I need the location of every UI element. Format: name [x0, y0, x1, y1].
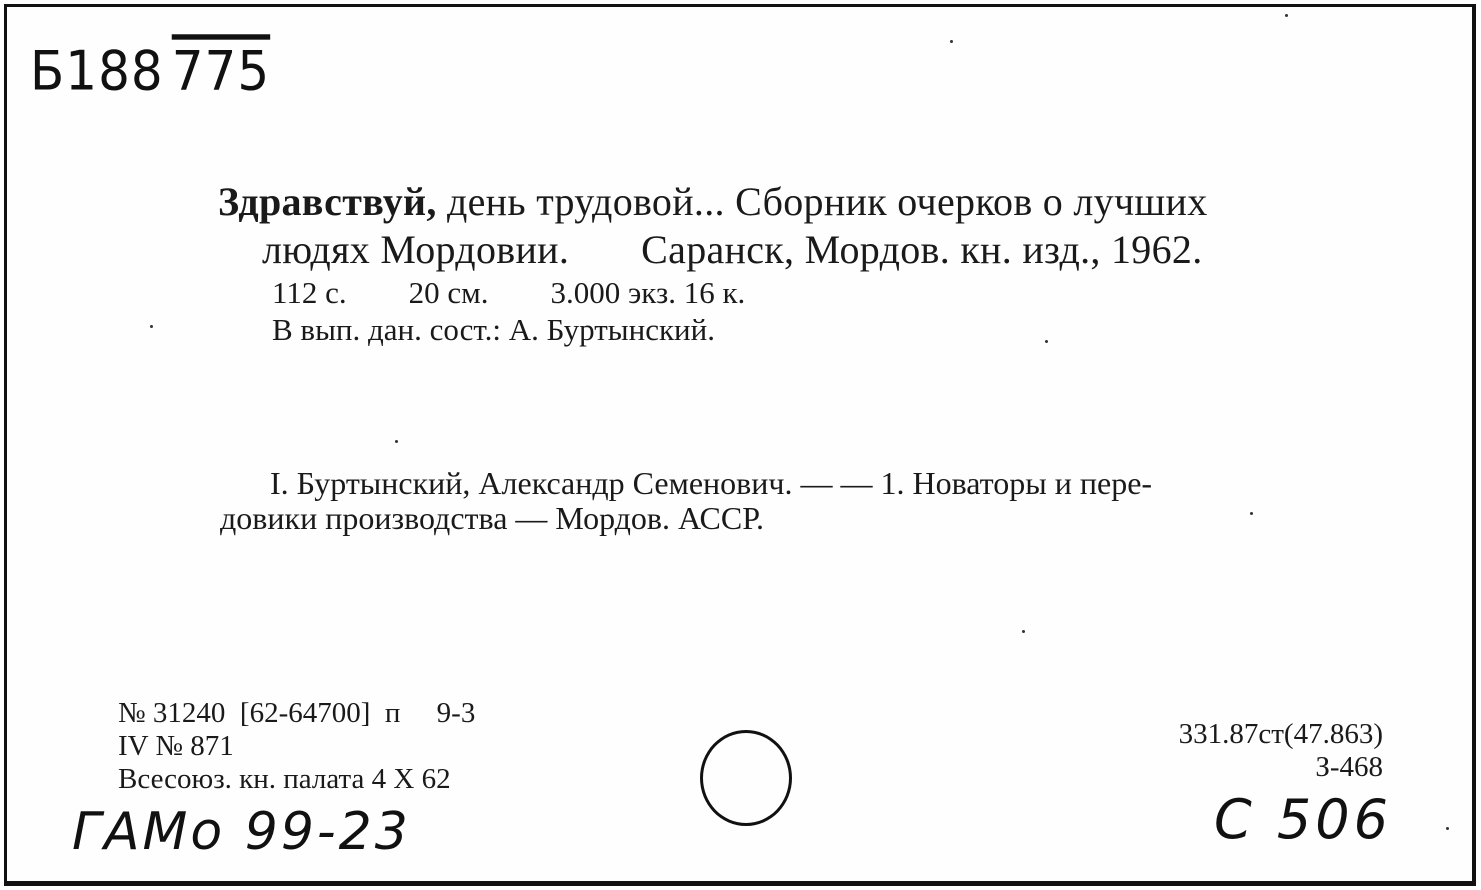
classification-index: 331.87ст(47.863) [1178, 718, 1383, 750]
imprint-line-3: Всесоюз. кн. палата 4 X 62 [118, 763, 451, 795]
title-lead: Здравствуй, [218, 179, 437, 224]
pages: 112 с. [272, 275, 347, 310]
shelf-mark-main: Б188 [30, 39, 164, 103]
shelf-mark [30, 40, 270, 103]
speck [950, 40, 953, 43]
physical-description [272, 275, 745, 311]
imprint-block [118, 697, 475, 796]
title-line-2 [262, 226, 1203, 273]
shelf-mark-number: 775 [171, 39, 271, 103]
title-rest: день трудовой... Сборник очерков о лучших [436, 179, 1208, 224]
speck [150, 325, 153, 328]
punch-hole [700, 730, 792, 826]
speck [1446, 827, 1449, 830]
imprint-line-1: № 31240 [62-64700] п 9-3 [118, 697, 476, 729]
speck [1250, 512, 1253, 515]
speck [1045, 340, 1048, 343]
classification-block [1179, 718, 1383, 784]
speck [395, 440, 398, 443]
title-line2-a: людях Мордовии. [262, 227, 570, 272]
location-mark: С 506 [1214, 788, 1392, 851]
imprint-line-2: IV № 871 [118, 730, 234, 762]
archive-mark: ГАМо 99-23 [72, 802, 411, 862]
publication-info: Саранск, Мордов. кн. изд., 1962. [641, 227, 1203, 272]
copies-price: 3.000 экз. 16 к. [550, 275, 746, 310]
subject-line-2: довики производства — Мордов. АССР. [220, 500, 765, 536]
speck [1285, 14, 1288, 17]
subject-line-1: I. Буртынский, Александр Семенович. — — 1. Новаторы и пере- [270, 465, 1153, 501]
size: 20 см. [408, 275, 489, 310]
author-mark: З-468 [1315, 751, 1383, 783]
compiler-note: В вып. дан. сост.: А. Буртынский. [272, 312, 715, 347]
speck [1022, 630, 1025, 633]
title-line-1 [218, 178, 1208, 225]
